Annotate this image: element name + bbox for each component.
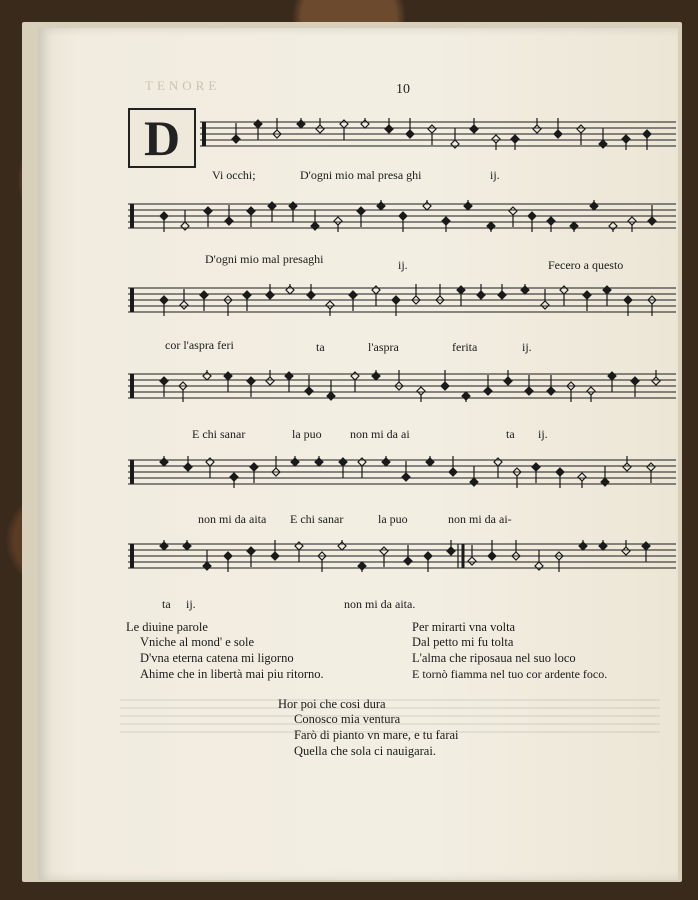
note bbox=[601, 466, 609, 486]
lyric: non mi da aita. bbox=[344, 597, 416, 611]
note bbox=[305, 375, 313, 395]
note bbox=[622, 540, 630, 555]
note bbox=[525, 375, 533, 395]
poem-line: Ahime che in libertà mai piu ritorno. bbox=[140, 667, 324, 681]
clef-mark bbox=[130, 544, 134, 568]
note bbox=[417, 387, 425, 402]
note bbox=[498, 284, 506, 299]
note bbox=[358, 458, 366, 478]
note bbox=[648, 205, 656, 225]
note bbox=[266, 284, 274, 299]
note bbox=[247, 547, 255, 567]
note bbox=[484, 375, 492, 395]
lyric: ij. bbox=[490, 168, 500, 182]
note bbox=[608, 372, 616, 392]
note bbox=[297, 118, 305, 128]
note bbox=[307, 284, 315, 299]
music-staff-3 bbox=[128, 284, 676, 316]
note bbox=[184, 456, 192, 471]
note bbox=[200, 291, 208, 311]
note bbox=[511, 135, 519, 150]
note bbox=[477, 284, 485, 299]
lyric: non mi da ai bbox=[350, 427, 410, 441]
note bbox=[232, 123, 240, 143]
note bbox=[361, 118, 369, 128]
note bbox=[547, 375, 555, 395]
lyric: non mi da ai- bbox=[448, 512, 512, 526]
lyric: cor l'aspra feri bbox=[165, 338, 234, 352]
lyric: E chi sanar bbox=[290, 512, 344, 526]
note bbox=[349, 291, 357, 311]
note bbox=[583, 291, 591, 311]
note bbox=[382, 456, 390, 466]
note bbox=[494, 458, 502, 478]
note bbox=[442, 217, 450, 232]
clef-mark bbox=[130, 460, 134, 484]
note bbox=[243, 291, 251, 311]
note bbox=[268, 202, 276, 222]
note bbox=[289, 202, 297, 222]
note bbox=[203, 550, 211, 570]
note bbox=[492, 135, 500, 150]
music-staff-6 bbox=[128, 540, 676, 572]
lyric: non mi da aita bbox=[198, 512, 267, 526]
note bbox=[326, 301, 334, 316]
poem-line: Per mirarti vna volta bbox=[412, 620, 516, 634]
poem-line: Hor poi che cosi dura bbox=[278, 697, 386, 711]
note bbox=[423, 200, 431, 210]
note bbox=[315, 456, 323, 466]
note bbox=[609, 222, 617, 232]
note bbox=[203, 370, 211, 380]
note bbox=[339, 458, 347, 478]
note bbox=[470, 466, 478, 486]
note bbox=[578, 473, 586, 488]
note bbox=[372, 286, 380, 306]
note bbox=[160, 377, 168, 397]
note bbox=[457, 286, 465, 306]
music-staff-2 bbox=[128, 200, 676, 232]
note bbox=[285, 372, 293, 392]
note bbox=[521, 284, 529, 294]
music-staff-4 bbox=[128, 370, 676, 402]
lyric: ferita bbox=[452, 340, 478, 354]
poem-line: L'alma che riposaua nel suo loco bbox=[412, 651, 576, 665]
note bbox=[230, 473, 238, 488]
note bbox=[560, 286, 568, 306]
note bbox=[311, 210, 319, 230]
lyric: ij. bbox=[522, 340, 532, 354]
note bbox=[291, 456, 299, 466]
note bbox=[570, 222, 578, 232]
clef-mark bbox=[130, 374, 134, 398]
lyric: Vi occhi; bbox=[212, 168, 256, 182]
lyric: la puo bbox=[292, 427, 322, 441]
note bbox=[160, 540, 168, 550]
note bbox=[652, 370, 660, 385]
lyric: ta bbox=[162, 597, 171, 611]
poem-line: Quella che sola ci nauigarai. bbox=[294, 744, 436, 758]
note bbox=[286, 284, 294, 294]
note bbox=[622, 135, 630, 150]
poem-line: Le diuine parole bbox=[126, 620, 208, 634]
note bbox=[603, 286, 611, 306]
note bbox=[160, 456, 168, 466]
note bbox=[402, 461, 410, 481]
note bbox=[623, 456, 631, 471]
lyric: E chi sanar bbox=[192, 427, 246, 441]
poem-line: Vniche al mond' e sole bbox=[140, 635, 255, 649]
note bbox=[462, 392, 470, 402]
note bbox=[579, 540, 587, 550]
note bbox=[351, 372, 359, 392]
note bbox=[295, 542, 303, 562]
note bbox=[599, 128, 607, 148]
note bbox=[487, 222, 495, 232]
note bbox=[426, 456, 434, 466]
note bbox=[504, 370, 512, 385]
lyric: D'ogni mio mal presaghi bbox=[205, 252, 324, 266]
initial-letter: D bbox=[143, 110, 181, 166]
note bbox=[250, 463, 258, 483]
note bbox=[599, 540, 607, 550]
note bbox=[206, 458, 214, 478]
note bbox=[254, 120, 262, 140]
note bbox=[372, 370, 380, 380]
poem-line: Dal petto mi fu tolta bbox=[412, 635, 514, 649]
poem-line: E tornò fiamma nel tuo cor ardente foco. bbox=[412, 667, 608, 681]
note bbox=[532, 463, 540, 483]
page-number: 10 bbox=[396, 82, 410, 97]
note bbox=[316, 118, 324, 133]
lyric: ij. bbox=[398, 258, 408, 272]
lyric: ta bbox=[506, 427, 515, 441]
poem-line: Farò di pianto vn mare, e tu farai bbox=[294, 728, 459, 742]
lyric: ta bbox=[316, 340, 325, 354]
note bbox=[340, 120, 348, 140]
note bbox=[358, 562, 366, 572]
note bbox=[327, 380, 335, 400]
note bbox=[204, 207, 212, 227]
clef-mark bbox=[202, 122, 206, 146]
note bbox=[357, 207, 365, 227]
part-header: TENORE bbox=[145, 78, 221, 93]
note bbox=[587, 387, 595, 402]
note bbox=[338, 540, 346, 550]
note bbox=[447, 540, 455, 555]
note bbox=[470, 118, 478, 133]
show-through-staff bbox=[120, 690, 660, 760]
note bbox=[181, 210, 189, 230]
note bbox=[533, 118, 541, 133]
note bbox=[385, 118, 393, 133]
poem-line: D'vna eterna catena mi ligorno bbox=[140, 651, 294, 665]
music-staff-5 bbox=[128, 456, 676, 488]
music-staff-1 bbox=[200, 118, 676, 150]
lyric: l'aspra bbox=[368, 340, 399, 354]
note bbox=[642, 542, 650, 562]
lyric: ij. bbox=[186, 597, 196, 611]
note bbox=[225, 205, 233, 225]
note bbox=[628, 217, 636, 232]
note bbox=[266, 370, 274, 385]
lyric: la puo bbox=[378, 512, 408, 526]
note bbox=[404, 545, 412, 565]
note bbox=[451, 128, 459, 148]
note bbox=[590, 200, 598, 210]
clef-mark bbox=[130, 204, 134, 228]
clef-mark bbox=[130, 288, 134, 312]
poem-line: Conosco mia ventura bbox=[294, 712, 401, 726]
lyric: Fecero a questo bbox=[548, 258, 624, 272]
note bbox=[334, 217, 342, 232]
note bbox=[631, 377, 639, 397]
note bbox=[377, 200, 385, 210]
note bbox=[224, 372, 232, 392]
note bbox=[183, 540, 191, 550]
note bbox=[535, 550, 543, 570]
decorated-initial bbox=[128, 108, 196, 168]
note bbox=[547, 217, 555, 232]
lyric: D'ogni mio mal presa ghi bbox=[300, 168, 422, 182]
lyric: ij. bbox=[538, 427, 548, 441]
note bbox=[464, 200, 472, 210]
note bbox=[247, 377, 255, 397]
note bbox=[247, 207, 255, 227]
